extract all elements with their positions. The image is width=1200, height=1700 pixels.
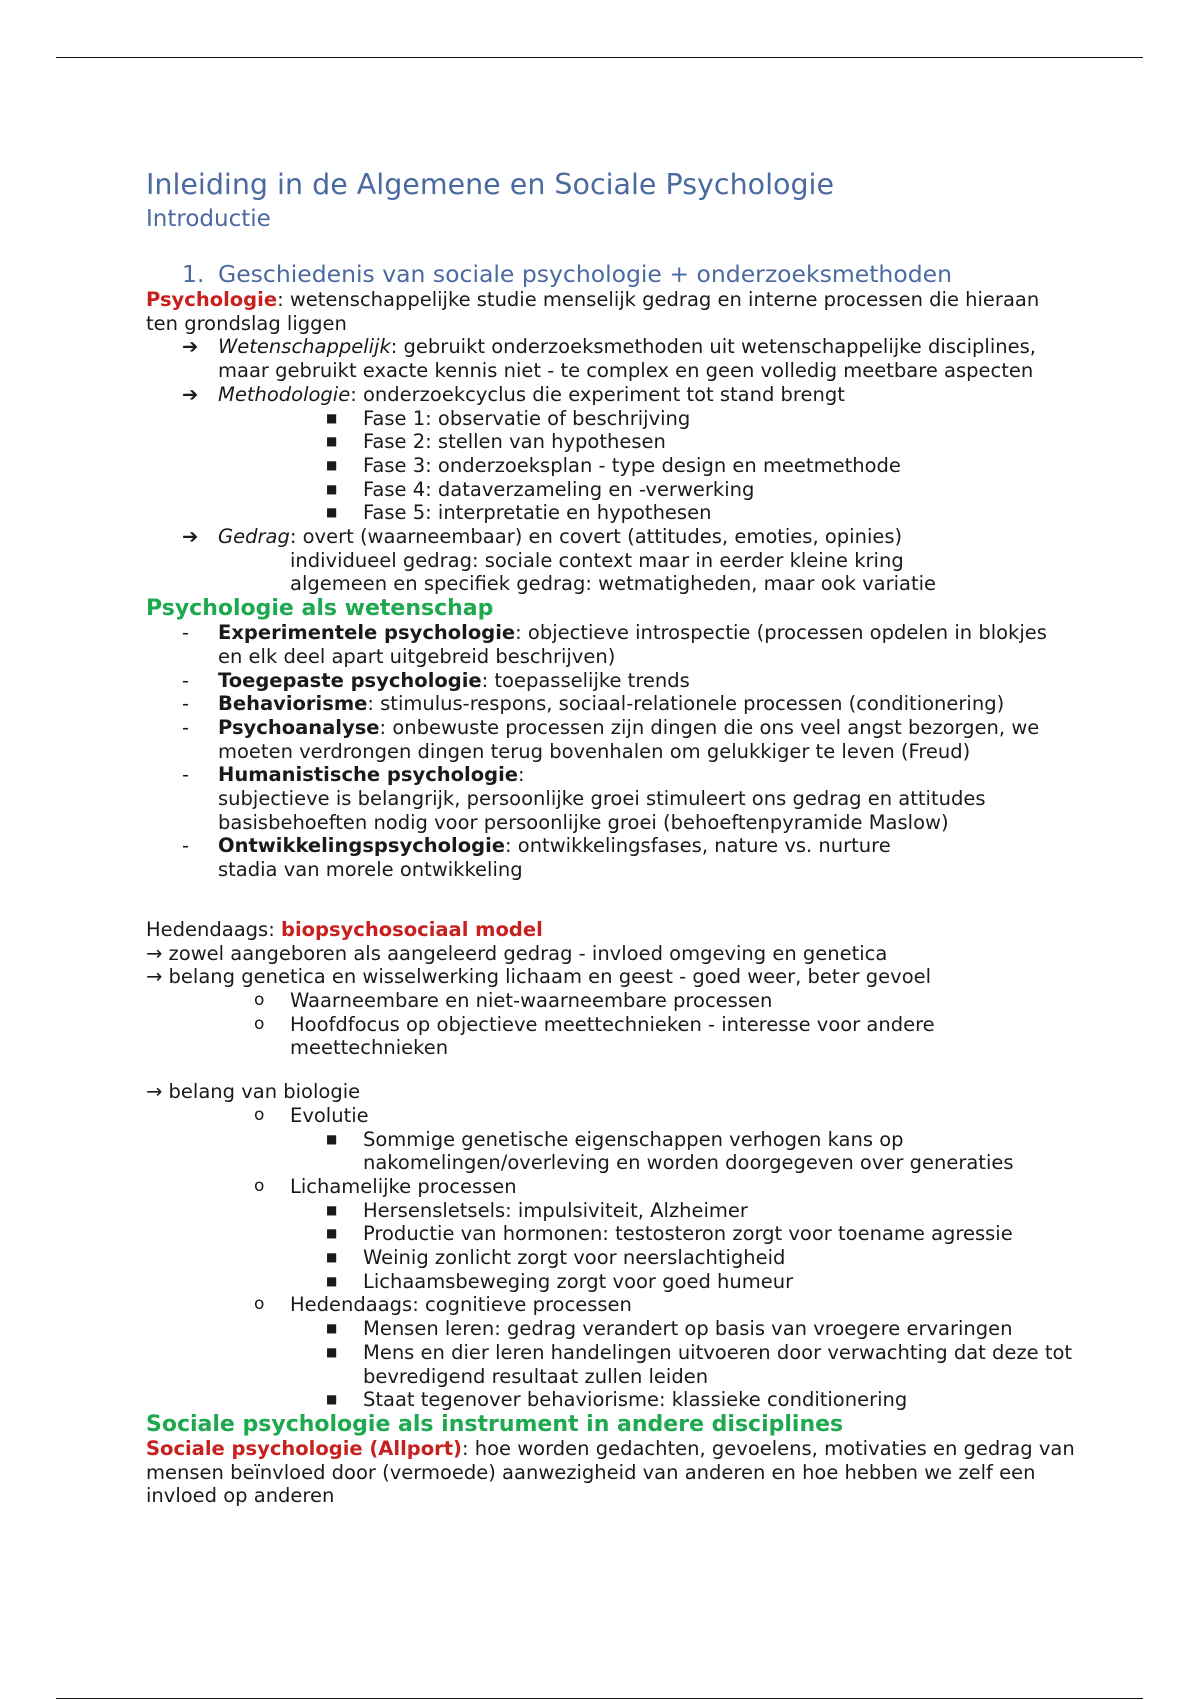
item-text: Waarneembare en niet-waarneembare processen bbox=[290, 988, 773, 1012]
list-item bbox=[146, 478, 1076, 502]
item-text: Staat tegenover behaviorisme: klassieke conditionering bbox=[363, 1388, 908, 1412]
bottom-rule bbox=[56, 1698, 1143, 1699]
gedrag-line: individueel gedrag: sociale context maar in eerder kleine kring bbox=[290, 548, 904, 572]
definition-term: Psychologie bbox=[146, 288, 278, 311]
item-term: Methodologie bbox=[218, 382, 351, 406]
list-item bbox=[146, 1293, 1076, 1317]
development-line: stadia van morele ontwikkeling bbox=[218, 858, 523, 882]
document-title: Inleiding in de Algemene en Sociale Psychologie bbox=[146, 168, 834, 201]
item-text: : stimulus-respons, sociaal-relationele processen (conditionering) bbox=[367, 692, 1005, 716]
arrow-icon: ➔ bbox=[182, 335, 199, 359]
circle-bullet-icon: o bbox=[254, 1013, 265, 1034]
section-heading-wetenschap: Psychologie als wetenschap bbox=[146, 596, 494, 622]
definition-text: : wetenschappelijke studie menselijk gedrag en interne processen die hieraan ten grondslag liggen bbox=[146, 288, 1040, 335]
item-text: Lichamelijke processen bbox=[290, 1174, 517, 1198]
item-text: Hedendaags: cognitieve processen bbox=[290, 1293, 632, 1317]
list-item bbox=[146, 1317, 1076, 1341]
phase-text: Fase 1: observatie of beschrijving bbox=[363, 406, 691, 430]
humanistic-line: subjectieve is belangrijk, persoonlijke groei stimuleert ons gedrag en attitudes bbox=[218, 787, 986, 811]
item-text: Sommige genetische eigenschappen verhogen kans op nakomelingen/overleving en worden doorgegeven over generaties bbox=[363, 1127, 1014, 1175]
dash-bullet-icon: - bbox=[182, 763, 190, 787]
gedrag-line: algemeen en specifiek gedrag: wetmatigheden, maar ook variatie bbox=[290, 572, 937, 596]
list-item bbox=[146, 1128, 1076, 1175]
circle-bullet-icon: o bbox=[254, 1104, 265, 1125]
arrow-icon: ➔ bbox=[182, 382, 199, 406]
square-bullet-icon: ■ bbox=[326, 1226, 338, 1241]
square-bullet-icon: ■ bbox=[326, 1131, 338, 1146]
list-item bbox=[146, 669, 1076, 693]
square-bullet-icon: ■ bbox=[326, 481, 338, 496]
phase-text: Fase 4: dataverzameling en -verwerking bbox=[363, 477, 755, 501]
phase-text: Fase 3: onderzoeksplan - type design en meetmethode bbox=[363, 453, 901, 477]
document-body bbox=[146, 168, 1076, 1508]
document-subtitle: Introductie bbox=[146, 206, 271, 232]
section-heading-sociale-psychologie: Sociale psychologie als instrument in andere disciplines bbox=[146, 1411, 844, 1437]
list-item bbox=[146, 383, 1076, 407]
section-number: 1. bbox=[182, 260, 205, 288]
bio-model-line bbox=[146, 918, 1076, 942]
top-rule bbox=[56, 57, 1143, 58]
circle-bullet-icon: o bbox=[254, 1175, 265, 1196]
square-bullet-icon: ■ bbox=[326, 434, 338, 449]
list-item bbox=[146, 716, 1076, 763]
item-text: : gebruikt onderzoeksmethoden uit wetenschappelijke disciplines, maar gebruikt exacte kennis niet - te complex en geen volledig meetbare aspecten bbox=[218, 335, 1036, 383]
item-term: Toegepaste psychologie bbox=[218, 668, 482, 692]
list-item bbox=[146, 621, 1076, 668]
square-bullet-icon: ■ bbox=[326, 505, 338, 520]
list-item bbox=[146, 1222, 1076, 1246]
list-item bbox=[146, 501, 1076, 525]
list-item bbox=[146, 1341, 1076, 1388]
circle-bullet-icon: o bbox=[254, 989, 265, 1010]
section-heading-1 bbox=[146, 261, 1076, 288]
item-term: Behaviorisme bbox=[218, 692, 368, 716]
list-item bbox=[146, 430, 1076, 454]
square-bullet-icon: ■ bbox=[326, 410, 338, 425]
item-text: : ontwikkelingsfases, nature vs. nurture bbox=[505, 834, 891, 858]
item-text: Evolutie bbox=[290, 1103, 369, 1127]
phase-text: Fase 5: interpretatie en hypothesen bbox=[363, 501, 712, 525]
definition-text: : hoe worden gedachten, gevoelens, motivaties en gedrag van mensen beïnvloed door (vermoede) aanwezigheid van anderen en hoe hebben we zelf een invloed op anderen bbox=[146, 1436, 1075, 1508]
dash-bullet-icon: - bbox=[182, 668, 190, 692]
bio-line: → belang genetica en wisselwerking lichaam en geest - goed weer, beter gevoel bbox=[146, 965, 932, 989]
item-text: Hersensletsels: impulsiviteit, Alzheimer bbox=[363, 1198, 748, 1222]
list-item bbox=[146, 763, 1076, 787]
bio-prefix: Hedendaags: bbox=[146, 917, 281, 941]
dash-bullet-icon: - bbox=[182, 692, 190, 716]
humanistic-line: basisbehoeften nodig voor persoonlijke groei (behoeftenpyramide Maslow) bbox=[218, 810, 949, 834]
item-text: : onderzoekcyclus die experiment tot stand brengt bbox=[350, 382, 845, 406]
dash-bullet-icon: - bbox=[182, 715, 190, 739]
list-item bbox=[146, 692, 1076, 716]
square-bullet-icon: ■ bbox=[326, 1250, 338, 1265]
item-text: Mensen leren: gedrag verandert op basis van vroegere ervaringen bbox=[363, 1317, 1013, 1341]
item-text: Lichaamsbeweging zorgt voor goed humeur bbox=[363, 1269, 794, 1293]
dash-bullet-icon: - bbox=[182, 834, 190, 858]
bio-line: → zowel aangeboren als aangeleerd gedrag - invloed omgeving en genetica bbox=[146, 941, 888, 965]
square-bullet-icon: ■ bbox=[326, 1321, 338, 1336]
square-bullet-icon: ■ bbox=[326, 1273, 338, 1288]
definition-sociale-psychologie bbox=[146, 1437, 1076, 1508]
phase-text: Fase 2: stellen van hypothesen bbox=[363, 430, 666, 454]
section-heading-text: Geschiedenis van sociale psychologie + onderzoeksmethoden bbox=[218, 260, 952, 288]
circle-bullet-icon: o bbox=[254, 1294, 265, 1315]
list-item bbox=[146, 335, 1076, 382]
item-text: Productie van hormonen: testosteron zorgt voor toename agressie bbox=[363, 1222, 1013, 1246]
item-term: Experimentele psychologie bbox=[218, 621, 516, 645]
item-text: : objectieve introspectie (processen opdelen in blokjes en elk deel apart uitgebreid beschrijven) bbox=[218, 621, 1047, 668]
item-text: : toepasselijke trends bbox=[481, 668, 690, 692]
item-term: Wetenschappelijk bbox=[218, 335, 391, 359]
item-text: Hoofdfocus op objectieve meettechnieken - interesse voor andere meettechnieken bbox=[290, 1012, 935, 1060]
list-item bbox=[146, 454, 1076, 478]
list-item bbox=[146, 407, 1076, 431]
item-term: Humanistische psychologie bbox=[218, 763, 518, 787]
definition-term: Sociale psychologie (Allport) bbox=[146, 1436, 462, 1460]
list-item bbox=[146, 1175, 1076, 1199]
square-bullet-icon: ■ bbox=[326, 457, 338, 472]
item-term: Gedrag bbox=[218, 525, 290, 549]
list-item bbox=[146, 1246, 1076, 1270]
list-item bbox=[146, 989, 1076, 1013]
item-term: Psychoanalyse bbox=[218, 715, 380, 739]
square-bullet-icon: ■ bbox=[326, 1344, 338, 1359]
arrow-icon: ➔ bbox=[182, 525, 199, 549]
item-text: : onbewuste processen zijn dingen die ons veel angst bezorgen, we moeten verdrongen dingen terug bovenhalen om gelukkiger te leven (Freud) bbox=[218, 715, 1040, 763]
bio-line: → belang van biologie bbox=[146, 1080, 361, 1104]
list-item bbox=[146, 525, 1076, 549]
definition-psychologie bbox=[146, 288, 1076, 335]
list-item bbox=[146, 1199, 1076, 1223]
item-text: Weinig zonlicht zorgt voor neerslachtigheid bbox=[363, 1246, 786, 1270]
square-bullet-icon: ■ bbox=[326, 1392, 338, 1407]
dash-bullet-icon: - bbox=[182, 621, 190, 645]
list-item bbox=[146, 834, 1076, 858]
bio-model-term: biopsychosociaal model bbox=[280, 917, 543, 941]
item-text: : bbox=[517, 763, 525, 787]
square-bullet-icon: ■ bbox=[326, 1202, 338, 1217]
item-text: : overt (waarneembaar) en covert (attitudes, emoties, opinies) bbox=[289, 525, 903, 549]
list-item bbox=[146, 1013, 1076, 1060]
list-item bbox=[146, 1104, 1076, 1128]
item-term: Ontwikkelingspsychologie bbox=[218, 834, 505, 858]
list-item bbox=[146, 1270, 1076, 1294]
list-item bbox=[146, 1388, 1076, 1412]
item-text: Mens en dier leren handelingen uitvoeren door verwachting dat deze tot bevredigend resultaat zullen leiden bbox=[363, 1340, 1073, 1388]
